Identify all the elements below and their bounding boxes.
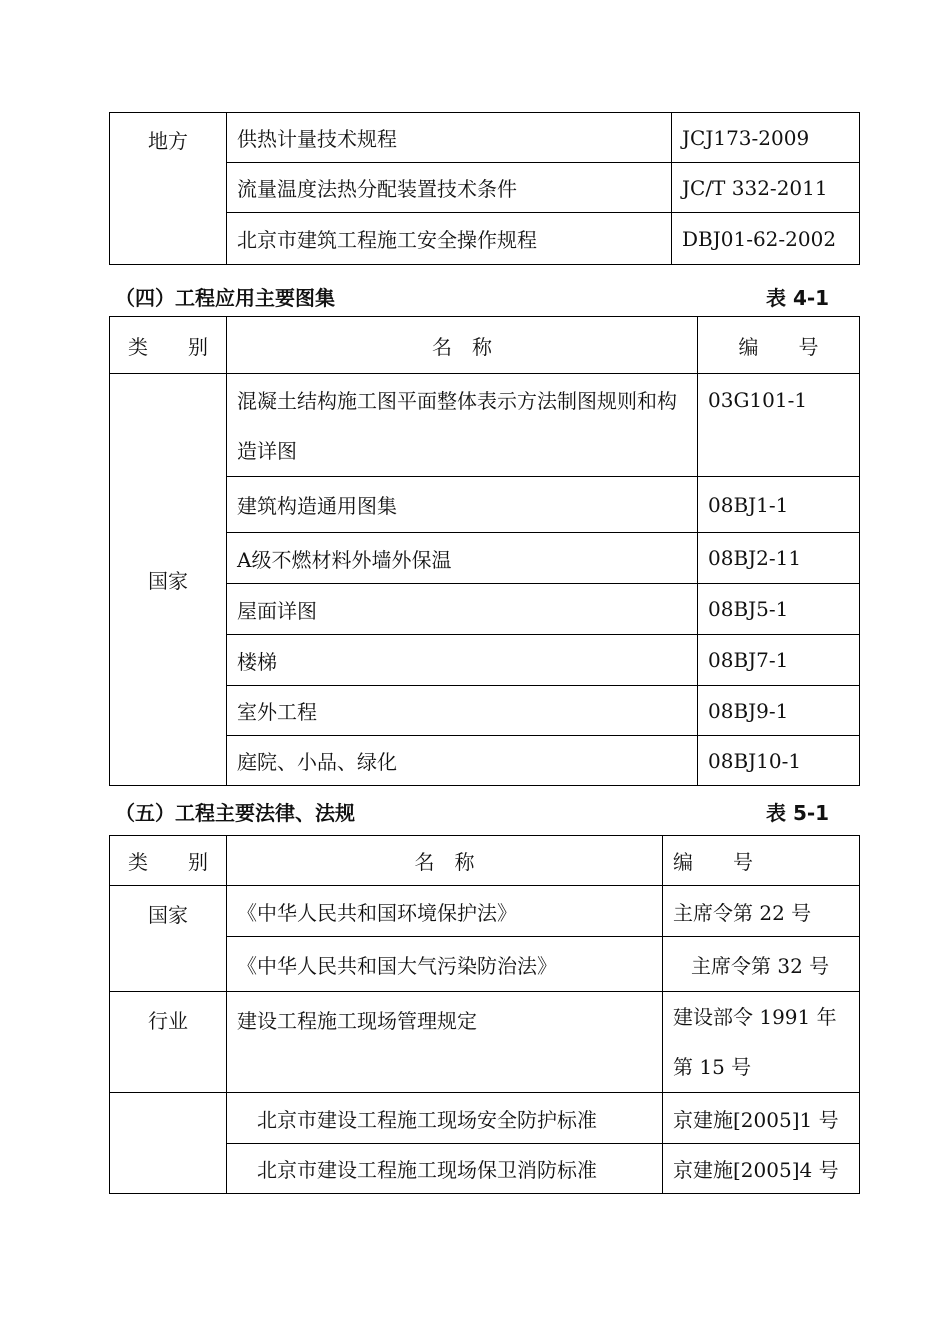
name-cell: 北京市建设工程施工现场保卫消防标准 [227,1144,663,1194]
name-cell: 北京市建设工程施工现场安全防护标准 [227,1093,663,1144]
category-cell: 国家 [110,886,227,992]
code-cell: 08BJ2-11 [698,533,860,584]
code-cell: 京建施[2005]4 号 [663,1144,860,1194]
code-cell: 京建施[2005]1 号 [663,1093,860,1144]
table-row [110,992,860,1093]
code-cell: 08BJ9-1 [698,686,860,736]
name-cell: 供热计量技术规程 [227,113,672,163]
name-cell: 建筑构造通用图集 [227,477,698,533]
code-cell: 08BJ5-1 [698,584,860,635]
code-cell: 主席令第 22 号 [663,886,860,937]
table-row [110,113,860,163]
name-cell: 建设工程施工现场管理规定 [227,992,663,1093]
name-cell: 北京市建筑工程施工安全操作规程 [227,213,672,265]
section4-table-number: 表 4-1 [766,286,830,310]
code-cell: 08BJ1-1 [698,477,860,533]
section5-title: （五）工程主要法律、法规 [115,801,355,825]
code-cell: 主席令第 32 号 [663,937,860,992]
table-header-row [110,836,860,886]
header-category: 类 别 [110,317,227,374]
code-cell: JCJ173-2009 [672,113,860,163]
name-cell: 屋面详图 [227,584,698,635]
header-name: 名 称 [227,836,663,886]
category-cell: 地方 [110,113,227,265]
header-code: 编 号 [663,836,860,886]
table-row [110,886,860,937]
code-cell: 08BJ7-1 [698,635,860,686]
header-category: 类 别 [110,836,227,886]
header-code: 编 号 [698,317,860,374]
code-cell: 建设部令 1991 年第 15 号 [663,992,860,1093]
code-cell: JC/T 332-2011 [672,163,860,213]
table-laws-regulations [109,835,860,1194]
name-cell: 《中华人民共和国环境保护法》 [227,886,663,937]
category-cell: 行业 [110,992,227,1093]
name-cell: 混凝土结构施工图平面整体表示方法制图规则和构造详图 [227,374,698,477]
table-row [110,374,860,477]
code-cell: 03G101-1 [698,374,860,477]
category-cell: 国家 [110,374,227,786]
section4-title: （四）工程应用主要图集 [115,286,335,310]
category-cell [110,1093,227,1194]
table-header-row [110,317,860,374]
code-cell: DBJ01-62-2002 [672,213,860,265]
name-cell: 流量温度法热分配装置技术条件 [227,163,672,213]
header-name: 名 称 [227,317,698,374]
name-cell: 楼梯 [227,635,698,686]
table-drawing-atlases [109,316,860,786]
section5-table-number: 表 5-1 [766,801,830,825]
name-cell: 《中华人民共和国大气污染防治法》 [227,937,663,992]
name-cell: A级不燃材料外墙外保温 [227,533,698,584]
name-cell: 庭院、小品、绿化 [227,736,698,786]
table-local-standards [109,112,860,265]
table-row [110,1093,860,1144]
name-cell: 室外工程 [227,686,698,736]
code-cell: 08BJ10-1 [698,736,860,786]
